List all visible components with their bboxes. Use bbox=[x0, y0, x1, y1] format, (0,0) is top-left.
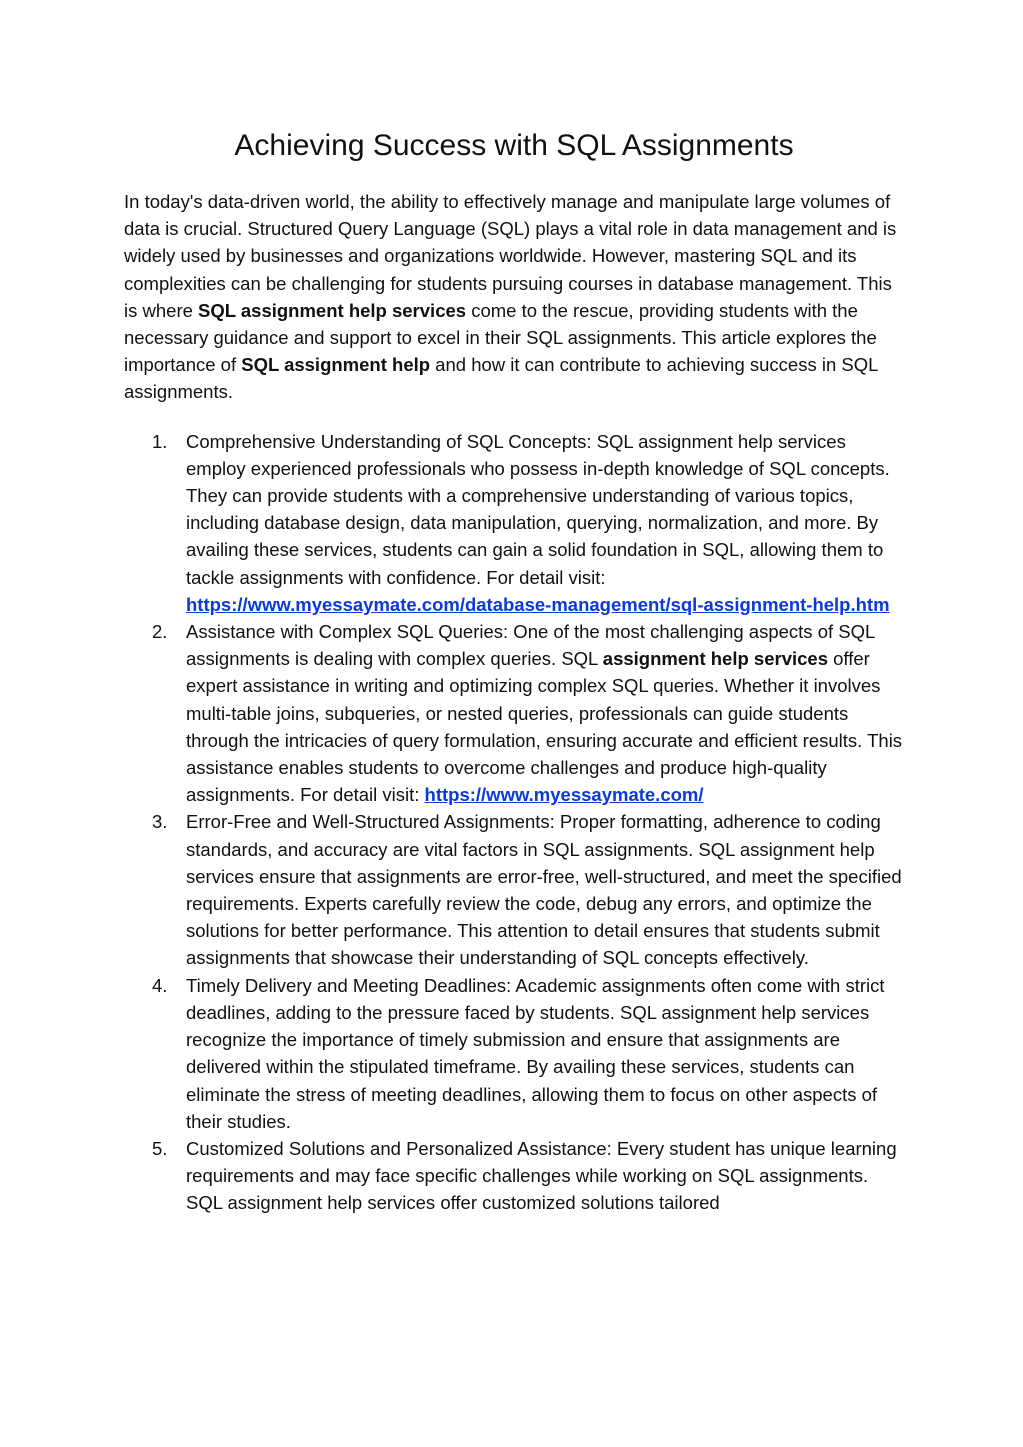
intro-text-1: In today's data-driven world, the ability to effectively manage and manipulate large volumes of data is crucial. Structured Query Language (SQL) plays a vital role in data management and is widely used by businesses and organizations worldwide. However, mastering SQL and its complexities can be challenging for students pursuing courses in database management. This is where bbox=[124, 191, 897, 321]
item-2-link[interactable]: https://www.myessaymate.com/ bbox=[424, 784, 704, 806]
intro-text-3: and how it can contribute to achieving success in SQL assignments. bbox=[124, 354, 878, 403]
list-item bbox=[124, 972, 904, 1135]
list-item-text: offer expert assistance in writing and optimizing complex SQL queries. Whether it involves multi-table joins, subqueries, or nested queries, professionals can guide students through the intricacies of query formulation, ensuring accurate and efficient results. This assistance enables students to overcome challenges and produce high-quality assignments. For detail visit: bbox=[186, 648, 903, 806]
list-number: 1. bbox=[152, 430, 168, 452]
document-title: Achieving Success with SQL Assignments bbox=[234, 129, 794, 162]
document-page bbox=[124, 124, 904, 1217]
intro-bold-2: SQL assignment help bbox=[241, 354, 431, 376]
intro-bold-1: SQL assignment help services bbox=[198, 299, 467, 321]
list-item-text: Error-Free and Well-Structured Assignments: Proper formatting, adherence to coding standards, and accuracy are vital factors in SQL assignments. SQL assignment help services ensure that assignments are error-free, well-structured, and meet the specified requirements. Experts carefully review the code, debug any errors, and optimize the solutions for better performance. This attention to detail ensures that students submit assignments that showcase their understanding of SQL concepts effectively. bbox=[186, 811, 902, 969]
list-number: 2. bbox=[152, 621, 168, 643]
list-item bbox=[124, 428, 904, 618]
list-item-text: Comprehensive Understanding of SQL Concepts: SQL assignment help services employ experienced professionals who possess in-depth knowledge of SQL concepts. They can provide students with a comprehensive understanding of various topics, including database design, data manipulation, querying, normalization, and more. By availing these services, students can gain a solid foundation in SQL, allowing them to tackle assignments with confidence. For detail visit: bbox=[186, 430, 890, 588]
list-item bbox=[124, 808, 904, 971]
list-item-bold: assignment help services bbox=[602, 648, 828, 670]
item-1-link[interactable]: https://www.myessaymate.com/database-management/sql-assignment-help.htm bbox=[186, 593, 890, 615]
list-number: 3. bbox=[152, 811, 168, 833]
list-number: 5. bbox=[152, 1137, 168, 1159]
intro-paragraph bbox=[124, 188, 904, 406]
list-item-text: Timely Delivery and Meeting Deadlines: Academic assignments often come with strict deadlines, adding to the pressure faced by students. SQL assignment help services recognize the importance of timely submission and ensure that assignments are delivered within the stipulated timeframe. By availing these services, students can eliminate the stress of meeting deadlines, allowing them to focus on other aspects of their studies. bbox=[186, 974, 885, 1132]
list-item bbox=[124, 1135, 904, 1217]
list-item bbox=[124, 618, 904, 808]
list-number: 4. bbox=[152, 974, 168, 996]
intro-text-2: come to the rescue, providing students with the necessary guidance and support to excel in their SQL assignments. This article explores the importance of bbox=[124, 299, 877, 376]
list-item-text: Assistance with Complex SQL Queries: One of the most challenging aspects of SQL assignments is dealing with complex queries. SQL bbox=[186, 621, 875, 670]
list-item-text: Customized Solutions and Personalized Assistance: Every student has unique learning requirements and may face specific challenges while working on SQL assignments. SQL assignment help services offer customized solutions tailored bbox=[186, 1137, 897, 1214]
numbered-list bbox=[124, 428, 904, 1217]
